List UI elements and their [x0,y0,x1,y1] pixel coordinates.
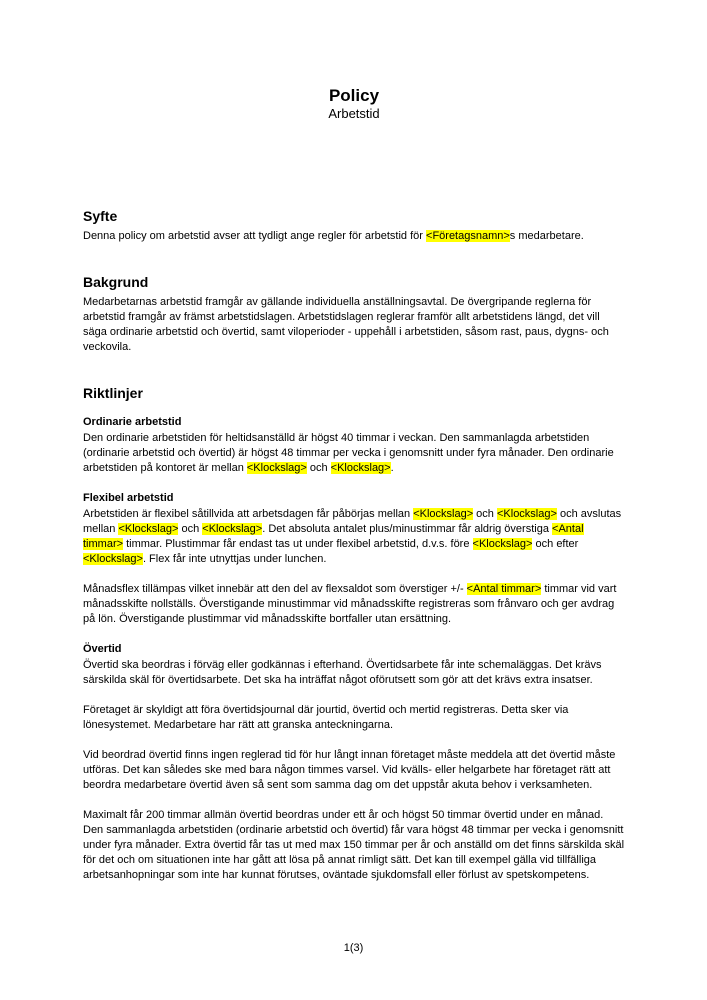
paragraph-flexibel-arbetstid-2: Månadsflex tillämpas vilket innebär att den del av flexsaldot som överstiger +/- <Antal timmar> timmar vid vart månadsskifte nollställs. Överstigande minustimmar vid månadsskifte registreras som frånvaro och ger avdrag på lön. Överstigande plustimmar vid månadsskifte bortfaller utan ersättning. [83,583,617,625]
page-number: 1(3) [343,942,364,954]
section-bakgrund [83,274,625,355]
placeholder-highlight: <Antal timmar> [83,523,584,550]
placeholder-highlight: <Klockslag> [83,553,143,565]
paragraph-flexibel-arbetstid-1: Arbetstiden är flexibel såtillvida att arbetsdagen får påbörjas mellan <Klockslag> och <Klockslag> och avslutas mellan <Klockslag> och <Klockslag>. Det absoluta antalet plus/minustimmar får aldrig överstiga <Antal timmar> timmar. Plustimmar får endast tas ut under flexibel arbetstid, d.v.s. före <Klockslag> och efter <Klockslag>. Flex får inte utnyttjas under lunchen. [83,508,622,565]
subsection-overtid [83,642,625,883]
placeholder-highlight: <Klockslag> [118,523,179,535]
placeholder-highlight: <Klockslag> [246,462,307,474]
paragraph-overtid-2: Företaget är skyldigt att föra övertidsjournal där jourtid, övertid och mertid registreras. Detta sker via lönesystemet. Medarbetare har rätt att granska anteckningarna. [83,704,569,731]
paragraph-overtid-1: Övertid ska beordras i förväg eller godkännas i efterhand. Övertidsarbete får inte schemaläggas. Det krävs särskilda skäl för övertidsarbete. Det ska ha inträffat något oförutsett som gör att det krävs extra insatser. [83,659,602,686]
section-heading-syfte: Syfte [83,208,118,224]
subsection-ordinarie-arbetstid [83,415,625,476]
paragraph-overtid-3: Vid beordrad övertid finns ingen reglerad tid för hur långt innan företaget måste meddela att det övertid måste utföras. Det kan således ske med bara någon timmes varsel. Vid kvälls- eller helgarbete har företaget rätt att beordra medarbetare övertid även så sent som samma dag om det uppstår akuta behov i verksamheten. [83,749,616,791]
section-heading-bakgrund: Bakgrund [83,274,149,290]
section-riktlinjer [83,385,625,883]
document-footer [0,941,707,956]
subsection-heading-ordinarie-arbetstid: Ordinarie arbetstid [83,416,182,428]
placeholder-highlight: <Antal timmar> [466,583,542,595]
placeholder-highlight: <Klockslag> [472,538,533,550]
paragraph-ordinarie-arbetstid: Den ordinarie arbetstiden för heltidsanställd är högst 40 timmar i veckan. Den sammanlagda arbetstiden (ordinarie arbetstid och övertid) är högst 48 timmar per vecka i genomsnitt under fyra månader. Den ordinarie arbetstiden på kontoret är mellan <Klockslag> och <Klockslag>. [83,432,614,474]
subsection-heading-overtid: Övertid [83,643,122,655]
placeholder-highlight: <Företagsnamn> [426,230,510,242]
subsection-heading-flexibel-arbetstid: Flexibel arbetstid [83,492,174,504]
paragraph-overtid-4: Maximalt får 200 timmar allmän övertid beordras under ett år och högst 50 timmar övertid under en månad. Den sammanlagda arbetstiden (ordinarie arbetstid och övertid) får vara högst 48 timmar per vecka i genomsnitt under fyra månader. Extra övertid får tas ut med max 150 timmar per år och anställd om det finns särskilda skäl för det och om situationen inte har gått att lösa på annat rimligt sätt. Det kan till exempel gälla vid tillfälliga arbetsanhopningar som inte har kunnat förutses, oväntade sjukdomsfall eller förlust av spetskompetens. [83,809,625,881]
document-subtitle: Arbetstid [328,106,380,121]
section-heading-riktlinjer: Riktlinjer [83,385,143,401]
placeholder-highlight: <Klockslag> [413,508,474,520]
placeholder-highlight: <Klockslag> [330,462,391,474]
placeholder-highlight: <Klockslag> [496,508,557,520]
subsection-flexibel-arbetstid [83,491,625,627]
document-title: Policy [328,86,380,105]
document-header [83,86,625,122]
paragraph-syfte: Denna policy om arbetstid avser att tydligt ange regler för arbetstid för <Företagsnamn>s medarbetare. [83,230,584,242]
placeholder-highlight: <Klockslag> [202,523,263,535]
section-syfte [83,208,625,244]
paragraph-bakgrund: Medarbetarnas arbetstid framgår av gällande individuella anställningsavtal. De övergripande reglerna för arbetstid framgår av främst arbetstidslagen. Arbetstidslagen reglerar framför allt arbetstidens längd, det vill säga ordinarie arbetstid och övertid, samt viloperioder - uppehåll i arbetstiden, såsom rast, paus, dygns- och veckovila. [83,296,609,353]
